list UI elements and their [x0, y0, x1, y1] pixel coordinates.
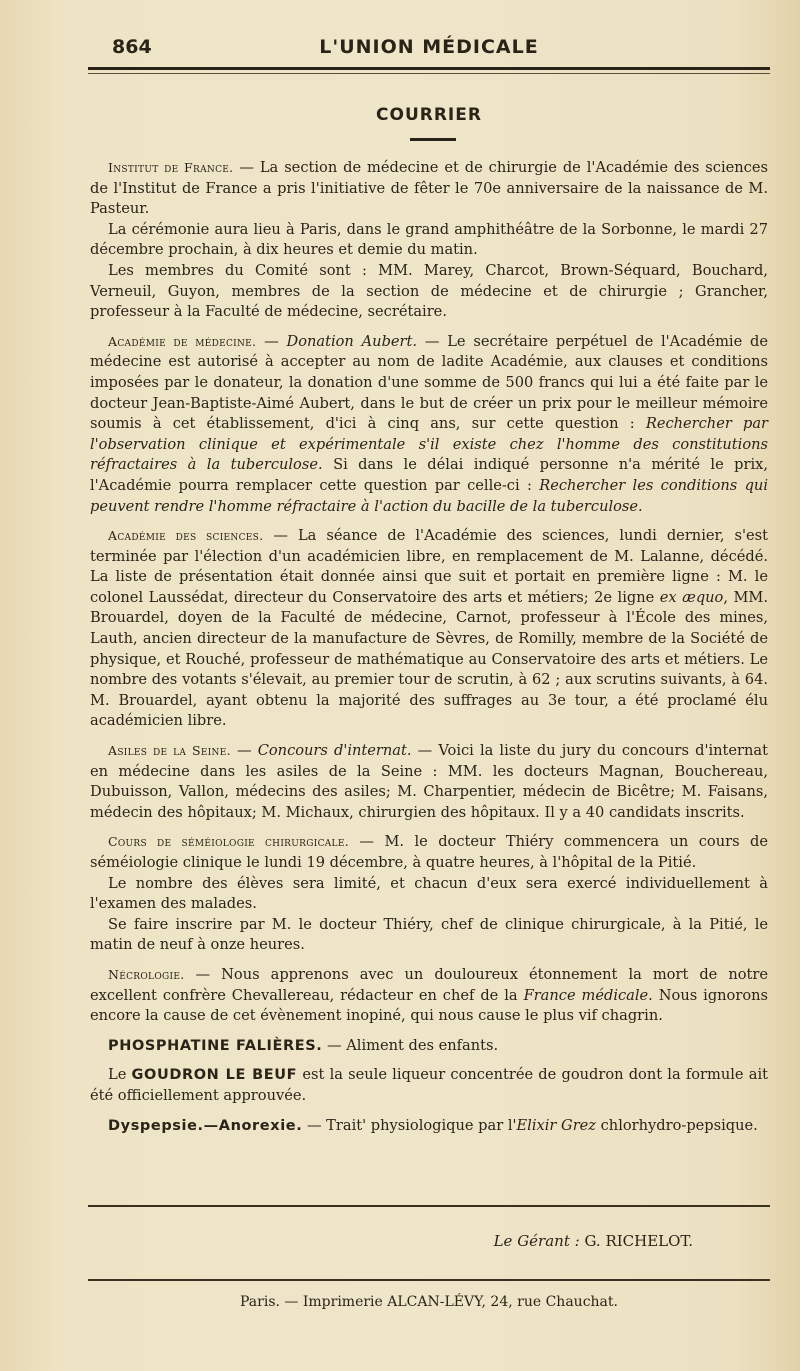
- paragraph-comite: Les membres du Comité sont : MM. Marey, Charcot, Brown-Séquard, Bouchard, Verneuil, Guyon, membres de la section de médecine et de chirurgie ; Grancher, professeur à la Faculté de médecine, secrétaire.: [90, 261, 768, 321]
- subject-title: Concours d'internat.: [257, 742, 412, 760]
- advert-elixir: Dyspepsie.—Anorexie. — Trait' physiologique par l'Elixir Grez chlorhydro-pepsique.: [108, 1116, 758, 1134]
- gerant-signature: Le Gérant : G. RICHELOT.: [493, 1232, 693, 1250]
- journal-name: France médicale.: [523, 986, 653, 1004]
- paragraph-label: Académie de médecine.: [108, 333, 257, 349]
- paragraph-necrologie: Nécrologie. — Nous apprenons avec un douloureux étonnement la mort de notre excellent confrère Chevallereau, rédacteur en chef de la France médicale. Nous ignorons encore la cause de cet évènement inopiné, qui nous cause le plus vif chagrin.: [90, 965, 768, 1025]
- paragraph-eleves: Le nombre des élèves sera limité, et chacun d'eux sera exercé individuellement à l'examen des malades.: [90, 874, 768, 913]
- paragraph-label: Académie des sciences.: [108, 528, 264, 544]
- prize-question-1: Rechercher par l'observation clinique et expérimentale s'il existe chez l'homme des constitutions réfractaires à la tuberculose.: [90, 415, 769, 474]
- paragraph-label: Nécrologie.: [108, 966, 185, 982]
- product-name: Elixir Grez: [516, 1116, 596, 1134]
- brand-name: GOUDRON LE BEUF: [131, 1067, 298, 1084]
- page-header: [88, 36, 770, 62]
- paragraph-label: Asiles de la Seine.: [108, 743, 231, 759]
- prize-question-2: Rechercher les conditions qui peuvent rendre l'homme réfractaire à l'action du bacille de la tuberculose.: [90, 476, 768, 515]
- section-title: COURRIER: [376, 105, 482, 125]
- advert-goudron: Le GOUDRON LE BEUF est la seule liqueur concentrée de goudron dont la formule ait été officiellement approuvée.: [90, 1066, 768, 1104]
- printer-imprint: Paris. — Imprimerie ALCAN-LÉVY, 24, rue Chauchat.: [240, 1294, 618, 1310]
- brand-name: Dyspepsie.—Anorexie.: [108, 1117, 303, 1134]
- paragraph-label: Institut de France.: [108, 160, 234, 175]
- page-number: 864: [112, 36, 152, 58]
- paragraph-inscription: Se faire inscrire par M. le docteur Thiéry, chef de clinique chirurgicale, à la Pitié, le matin de neuf à onze heures.: [90, 915, 768, 954]
- subject-title: Donation Aubert.: [286, 332, 418, 350]
- paragraph-ceremonie: La cérémonie aura lieu à Paris, dans le grand amphithéâtre de la Sorbonne, le mardi 27 décembre prochain, à dix heures et demie du matin.: [90, 220, 768, 259]
- imprint-rule: [88, 1279, 770, 1281]
- brand-name: PHOSPHATINE FALIÈRES.: [108, 1037, 323, 1054]
- header-rule-thin: [88, 73, 770, 74]
- paragraph-academie-sciences: Académie des sciences. — La séance de l'Académie des sciences, lundi dernier, s'est terminée par l'élection d'un académicien libre, en remplacement de M. Lalanne, décédé. La liste de présentation était donnée ainsi que suit et portait en première ligne : M. le colonel Laussédat, directeur du Conservatoire des arts et métiers; 2e ligne ex æquo, MM. Brouardel, doyen de la Faculté de médecine, Carnot, professeur à l'École des mines, Lauth, ancien directeur de la manufacture de Sèvres, de Romilly, membre de la Société de physique, et Rouché, professeur de mathématique au Conservatoire des arts et métiers. Le nombre des votants s'élevait, au premier tour de scrutin, à 62 ; aux scrutins suivants, à 64. M. Brouardel, ayant obtenu la majorité des suffrages au 3e tour, a été proclamé élu académicien libre.: [90, 527, 768, 730]
- advert-phosphatine: PHOSPHATINE FALIÈRES. — Aliment des enfants.: [108, 1036, 499, 1054]
- paragraph-cours: Cours de séméiologie chirurgicale. — M. le docteur Thiéry commencera un cours de séméiologie clinique le lundi 19 décembre, à quatre heures, à l'hôpital de la Pitié.: [90, 833, 769, 871]
- journal-title: L'UNION MÉDICALE: [319, 36, 539, 58]
- paragraph-institut: Institut de France. — La section de médecine et de chirurgie de l'Académie des sciences de l'Institut de France a pris l'initiative de fêter le 70e anniversaire de la naissance de M. Pasteur.: [90, 159, 768, 218]
- paragraph-label: Cours de séméiologie chirurgicale.: [108, 834, 349, 850]
- article-body: [90, 158, 768, 1136]
- footer-rule: [88, 1205, 770, 1207]
- paragraph-asiles: Asiles de la Seine. — Concours d'internat. — Voici la liste du jury du concours d'internat en médecine dans les asiles de la Seine : MM. les docteurs Magnan, Bouchereau, Dubuisson, Vallon, médecins des asiles; M. Charpentier, médecin de Bicêtre; M. Faisans, médecin des hôpitaux; M. Michaux, chirurgien des hôpitaux. Il y a 40 candidats inscrits.: [90, 742, 769, 821]
- header-rule: [88, 67, 770, 70]
- paragraph-academie-medecine: Académie de médecine. — Donation Aubert. — Le secrétaire perpétuel de l'Académie de médecine est autorisé à accepter au nom de ladite Académie, aux clauses et conditions imposées par le donateur, la donation d'une somme de 500 francs qui lui a été faite par le docteur Jean-Baptiste-Aimé Aubert, dans le but de créer un prix pour le meilleur mémoire soumis à cet établissement, d'ici à cinq ans, sur cette question : Rechercher par l'observation clinique et expérimentale s'il existe chez l'homme des constitutions réfractaires à la tuberculose. Si dans le délai indiqué personne n'a mérité le prix, l'Académie pourra remplacer cette question par celle-ci : Rechercher les conditions qui peuvent rendre l'homme réfractaire à l'action du bacille de la tuberculose.: [90, 332, 769, 515]
- title-underline: [410, 138, 456, 141]
